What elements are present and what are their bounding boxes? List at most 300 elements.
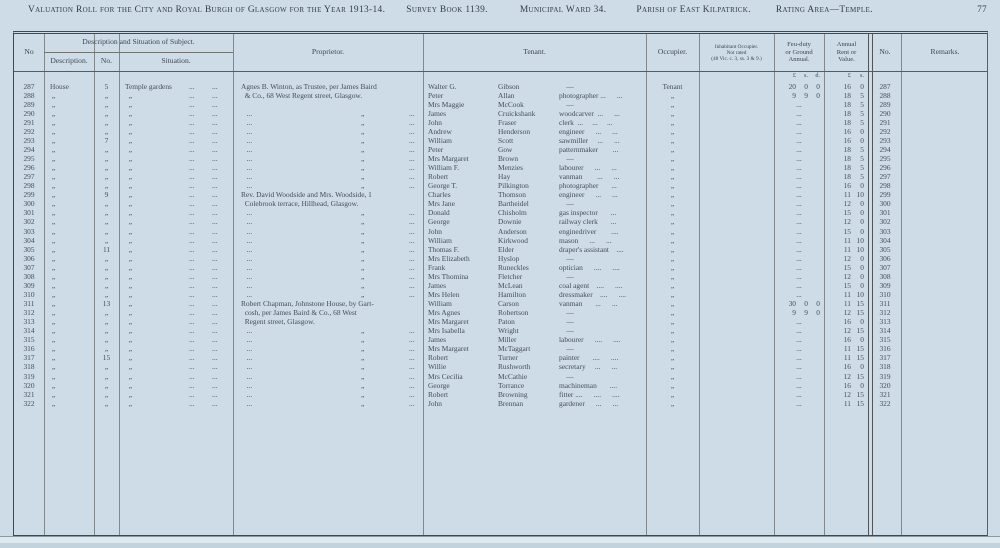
roll-number-left-cell: 299: [23, 190, 35, 200]
tenant-surname: Hamilton: [498, 289, 526, 299]
situation-text: „: [125, 90, 132, 100]
proprietor-ditto: „: [361, 244, 365, 254]
table-row: [14, 254, 989, 263]
tenant-occupation: secretary ... ...: [559, 362, 618, 372]
rent-amount: [824, 335, 864, 344]
rent-amount: [824, 399, 864, 408]
rent-amount: [824, 362, 864, 371]
occupier-cell: „: [670, 398, 675, 408]
situation-dots-2: ...: [212, 335, 218, 345]
proprietor-text: ...: [241, 353, 253, 363]
proprietor-dots: ...: [409, 326, 415, 336]
rent-amount: [824, 254, 864, 263]
header-inhabitant-occupier: [699, 34, 774, 71]
situation-dots-2: ...: [212, 190, 218, 200]
situation-dots-2: ...: [212, 117, 218, 127]
rent-shillings: 0: [860, 208, 864, 218]
feu-line1: Feu-duty: [787, 41, 811, 49]
proprietor-text: ...: [241, 208, 253, 218]
tenant-surname: Rushworth: [498, 362, 531, 372]
rent-pound-unit: £: [847, 72, 851, 79]
tenant-occupation: —: [559, 317, 574, 327]
situation-dots-2: ...: [212, 99, 218, 109]
situation-text: „: [125, 235, 132, 245]
tenant-first-name: Willie: [428, 362, 447, 372]
currency-units-row: [14, 72, 987, 81]
situation-dots-1: ...: [189, 117, 195, 127]
proprietor-dots: ...: [409, 362, 415, 372]
inhabitant-line1: Inhabitant Occupier.: [714, 43, 759, 50]
situation-text: „: [125, 199, 132, 209]
document-title: Valuation Roll for the City and Royal Burgh of Glasgow for the Year 1913-14.: [28, 5, 386, 15]
rent-pounds: 16: [843, 335, 851, 345]
tenant-surname: Henderson: [498, 126, 531, 136]
table-header: [14, 34, 987, 72]
situation-dots-1: ...: [189, 235, 195, 245]
proprietor-ditto: „: [361, 226, 365, 236]
roll-number-left-cell: 298: [23, 181, 35, 191]
rent-shillings: 0: [860, 380, 864, 390]
table-row: [14, 163, 989, 172]
feu-dots: ...: [796, 135, 802, 145]
tenant-occupation: labourer ... ...: [559, 163, 617, 173]
tenant-occupation: coal agent .... ....: [559, 280, 623, 290]
tenant-occupation: gas inspector ...: [559, 208, 617, 218]
rent-pounds: 11: [843, 353, 851, 363]
inhabitant-occupier-cell: [699, 399, 774, 444]
rent-amount: [824, 154, 864, 163]
situation-dots-2: ...: [212, 262, 218, 272]
proprietor-ditto: „: [361, 163, 365, 173]
tenant-surname: Menzies: [498, 163, 524, 173]
rent-amount: [824, 127, 864, 136]
tenant-first-name: Mrs Margaret: [428, 317, 469, 327]
feu-dots: ...: [796, 271, 802, 281]
feu-shilling-unit: s.: [804, 72, 808, 79]
rent-pounds: 18: [843, 99, 851, 109]
tenant-surname: McTaggart: [498, 344, 531, 354]
proprietor-dots: ...: [409, 262, 415, 272]
occupier-cell: „: [670, 108, 675, 118]
rent-pounds: 12: [843, 199, 851, 209]
situation-dots-2: ...: [212, 326, 218, 336]
situation-dots-2: ...: [212, 235, 218, 245]
proprietor-text: cosh, per James Baird & Co., 68 West: [241, 308, 357, 318]
roll-number-right-cell: 292: [879, 126, 891, 136]
occupier-cell: „: [670, 289, 675, 299]
rent-shillings: 15: [856, 308, 864, 318]
occupier-cell: „: [670, 117, 675, 127]
table-row: [14, 181, 989, 190]
proprietor-ditto: „: [361, 235, 365, 245]
proprietor-dots: ...: [409, 235, 415, 245]
description-cell: „: [50, 299, 56, 308]
description-cell: „: [50, 117, 56, 127]
tenant-first-name: Mrs Jane: [428, 199, 455, 209]
roll-number-right-cell: 303: [879, 226, 891, 236]
rent-pounds: 18: [843, 108, 851, 118]
tenant-first-name: Thomas F.: [428, 244, 460, 254]
tenant-surname: Allan: [498, 90, 515, 100]
proprietor-dots: ...: [409, 208, 415, 218]
header-street-no: No.: [100, 56, 113, 66]
occupier-cell: „: [670, 226, 675, 236]
proprietor-text: ...: [241, 326, 253, 336]
street-number-cell: „: [104, 371, 109, 381]
street-number-cell: „: [104, 154, 109, 163]
rent-pounds: 18: [843, 90, 851, 100]
table-row: [14, 136, 989, 145]
situation-text: „: [125, 280, 132, 290]
tenant-first-name: Mrs Margaret: [428, 344, 469, 354]
table-row: [14, 281, 989, 290]
feu-line2: or Ground: [785, 48, 813, 56]
rent-line3: Value.: [838, 56, 855, 64]
rent-pounds: 16: [843, 126, 851, 136]
tenant-occupation: draper's assistant ....: [559, 244, 624, 254]
table-row: [14, 172, 989, 181]
street-number-cell: „: [104, 317, 109, 327]
rent-shillings: 0: [860, 362, 864, 372]
proprietor-ditto: „: [361, 344, 365, 354]
table-row: [14, 154, 989, 163]
rent-amount: [824, 317, 864, 326]
situation-text: „: [125, 371, 132, 381]
situation-dots-1: ...: [189, 90, 195, 100]
situation-text: Temple gardens: [125, 81, 172, 91]
situation-dots-2: ...: [212, 154, 218, 163]
rent-shillings: 15: [856, 299, 864, 308]
description-cell: „: [50, 280, 56, 290]
rent-amount: [824, 344, 864, 353]
table-body: [14, 82, 989, 408]
roll-number-right-cell: 288: [879, 90, 891, 100]
proprietor-text: ...: [241, 126, 253, 136]
occupier-cell: „: [670, 344, 675, 354]
street-number-cell: „: [104, 90, 109, 100]
rent-pounds: 18: [843, 154, 851, 163]
street-number-cell: 13: [102, 299, 111, 308]
tenant-occupation: gardener ... ...: [559, 398, 619, 408]
rent-pounds: 11: [843, 299, 851, 308]
tenant-occupation: sawmiller ... ...: [559, 135, 620, 145]
tenant-first-name: William: [428, 235, 452, 245]
proprietor-ditto: „: [361, 389, 365, 399]
header-tenant: Tenant.: [523, 47, 546, 57]
rent-pounds: 16: [843, 362, 851, 372]
occupier-cell: „: [670, 380, 675, 390]
tenant-occupation: vanman ... ...: [559, 299, 618, 308]
tenant-occupation: —: [559, 99, 574, 109]
situation-dots-1: ...: [189, 217, 195, 227]
tenant-surname: Paton: [498, 317, 515, 327]
description-cell: „: [50, 398, 56, 408]
rent-amount: [824, 245, 864, 254]
roll-number-right-cell: 290: [879, 108, 891, 118]
occupier-cell: „: [670, 181, 675, 191]
description-cell: „: [50, 163, 56, 173]
tenant-first-name: John: [428, 226, 442, 236]
rent-shillings: 10: [856, 289, 864, 299]
roll-number-right-cell: 299: [879, 190, 891, 200]
description-cell: „: [50, 154, 56, 163]
rent-pounds: 16: [843, 317, 851, 327]
proprietor-ditto: „: [361, 326, 365, 336]
tenant-first-name: Mrs Thomina: [428, 271, 469, 281]
proprietor-ditto: „: [361, 208, 365, 218]
proprietor-dots: ...: [409, 398, 415, 408]
rent-shillings: 5: [860, 144, 864, 154]
rating-area-label: Rating Area—Temple.: [775, 5, 873, 15]
header-occupier: Occupier.: [657, 47, 688, 57]
situation-text: „: [125, 353, 132, 363]
roll-number-right-cell: 314: [879, 326, 891, 336]
feu-amount: [774, 308, 820, 317]
feu-shillings: 9: [804, 308, 808, 318]
situation-text: „: [125, 99, 132, 109]
situation-dots-1: ...: [189, 317, 195, 327]
tenant-surname: Anderson: [498, 226, 527, 236]
table-row: [14, 109, 989, 118]
tenant-surname: Kirkwood: [498, 235, 528, 245]
description-cell: „: [50, 126, 56, 136]
rent-amount: [824, 227, 864, 236]
situation-text: „: [125, 172, 132, 182]
proprietor-text: ...: [241, 344, 253, 354]
table-row: [14, 399, 989, 408]
table-row: [14, 290, 989, 299]
feu-dots: ...: [796, 344, 802, 354]
proprietor-ditto: „: [361, 135, 365, 145]
feu-dots: ...: [796, 253, 802, 263]
proprietor-dots: ...: [409, 271, 415, 281]
rent-shillings: 5: [860, 90, 864, 100]
tenant-surname: Carson: [498, 299, 519, 308]
situation-dots-1: ...: [189, 271, 195, 281]
street-number-cell: „: [104, 181, 109, 191]
street-number-cell: „: [104, 163, 109, 173]
rent-shillings: 0: [860, 81, 864, 91]
rent-pounds: 15: [843, 280, 851, 290]
tenant-surname: Gow: [498, 144, 513, 154]
tenant-first-name: Mrs Elizabeth: [428, 253, 470, 263]
tenant-first-name: William: [428, 135, 452, 145]
tenant-occupation: engineer ... ...: [559, 190, 618, 200]
tenant-first-name: John: [428, 117, 442, 127]
rent-amount: [824, 181, 864, 190]
proprietor-text: ...: [241, 244, 253, 254]
roll-number-left-cell: 319: [23, 371, 35, 381]
situation-text: „: [125, 253, 132, 263]
occupier-cell: „: [670, 190, 675, 200]
proprietor-ditto: „: [361, 172, 365, 182]
table-row: [14, 208, 989, 217]
table-row: [14, 372, 989, 381]
feu-dots: ...: [796, 99, 802, 109]
tenant-first-name: William: [428, 299, 452, 308]
situation-dots-1: ...: [189, 126, 195, 136]
situation-dots-1: ...: [189, 289, 195, 299]
remarks-cell: [901, 399, 989, 444]
rent-amount: [824, 217, 864, 226]
street-number-cell: „: [104, 117, 109, 127]
feu-dots: ...: [796, 289, 802, 299]
situation-text: „: [125, 344, 132, 354]
proprietor-ditto: „: [361, 117, 365, 127]
rent-pounds: 18: [843, 144, 851, 154]
rent-pounds: 16: [843, 135, 851, 145]
tenant-surname: Robertson: [498, 308, 529, 318]
rent-amount: [824, 390, 864, 399]
occupier-cell: „: [670, 371, 675, 381]
proprietor-text: ...: [241, 163, 253, 173]
tenant-surname: Scott: [498, 135, 514, 145]
tenant-first-name: Peter: [428, 144, 444, 154]
feu-dots: ...: [796, 199, 802, 209]
proprietor-text: ...: [241, 380, 253, 390]
situation-dots-2: ...: [212, 244, 218, 254]
header-feu-duty: [774, 34, 824, 71]
roll-number-right-cell: 306: [879, 253, 891, 263]
description-cell: „: [50, 181, 56, 191]
rent-shillings: 10: [856, 235, 864, 245]
street-number-cell: „: [104, 271, 109, 281]
proprietor-dots: ...: [409, 289, 415, 299]
proprietor-dots: ...: [409, 371, 415, 381]
proprietor-ditto: „: [361, 271, 365, 281]
tenant-occupation: engineer ... ...: [559, 126, 618, 136]
proprietor-dots: ...: [409, 217, 415, 227]
feu-pounds: 20: [788, 81, 796, 91]
tenant-first-name: Mrs Cecilia: [428, 371, 463, 381]
proprietor-dots: ...: [409, 172, 415, 182]
roll-number-right-cell: 312: [879, 308, 891, 318]
occupier-cell: „: [670, 154, 675, 163]
tenant-first-name: Mrs Maggie: [428, 99, 465, 109]
street-number-cell: „: [104, 99, 109, 109]
tenant-occupation: —: [559, 81, 574, 91]
proprietor-ditto: „: [361, 398, 365, 408]
feu-dots: ...: [796, 126, 802, 136]
tenant-occupation: clerk ... ... ...: [559, 117, 613, 127]
description-cell: „: [50, 380, 56, 390]
rent-shillings: 15: [856, 344, 864, 354]
feu-dots: ...: [796, 398, 802, 408]
proprietor-text: ...: [241, 135, 253, 145]
occupier-cell: „: [670, 208, 675, 218]
rent-pounds: 18: [843, 117, 851, 127]
feu-pence: 0: [816, 308, 820, 318]
proprietor-ditto: „: [361, 380, 365, 390]
rent-pounds: 12: [843, 253, 851, 263]
roll-number-left-cell: 322: [23, 398, 35, 408]
tenant-surname: Brennan: [498, 398, 524, 408]
situation-dots-1: ...: [189, 353, 195, 363]
proprietor-ditto: „: [361, 353, 365, 363]
description-cell: „: [50, 308, 56, 318]
tenant-occupation: —: [559, 154, 574, 163]
table-row: [14, 344, 989, 353]
tenant-first-name: George: [428, 380, 450, 390]
situation-dots-1: ...: [189, 172, 195, 182]
rent-shillings: 0: [860, 181, 864, 191]
feu-dots: ...: [796, 235, 802, 245]
rent-amount: [824, 109, 864, 118]
proprietor-dots: ...: [409, 389, 415, 399]
situation-dots-2: ...: [212, 217, 218, 227]
proprietor-ditto: „: [361, 262, 365, 272]
situation-dots-1: ...: [189, 163, 195, 173]
street-number-cell: 7: [104, 135, 109, 145]
proprietor-ditto: „: [361, 144, 365, 154]
inhabitant-line3: (48 Vic. c. 3, ss. 3 & 9.): [711, 55, 762, 62]
tenant-occupation: machineman ....: [559, 380, 618, 390]
situation-dots-2: ...: [212, 398, 218, 408]
feu-pence: 0: [816, 90, 820, 100]
situation-text: „: [125, 308, 132, 318]
rent-pounds: 16: [843, 181, 851, 191]
tenant-occupation: woodcarver ... ...: [559, 108, 620, 118]
feu-dots: ...: [796, 154, 802, 163]
table-row: [14, 190, 989, 199]
tenant-first-name: Robert: [428, 353, 449, 363]
rent-shillings: 10: [856, 190, 864, 200]
rent-shillings: 10: [856, 244, 864, 254]
feu-pence-unit: d.: [815, 72, 820, 79]
tenant-first-name: James: [428, 280, 447, 290]
rent-shillings: 0: [860, 199, 864, 209]
description-cell: „: [50, 99, 56, 109]
occupier-cell: „: [670, 389, 675, 399]
rent-pounds: 12: [843, 389, 851, 399]
situation-dots-1: ...: [189, 190, 195, 200]
roll-number-right-cell: 291: [879, 117, 891, 127]
tenant-occupation: vanman ... ...: [559, 172, 620, 182]
rent-pounds: 15: [843, 262, 851, 272]
roll-number-left-cell: 315: [23, 335, 35, 345]
roll-number-right-cell: 304: [879, 235, 891, 245]
tenant-first-name: Robert: [428, 389, 449, 399]
tenant-surname: Browning: [498, 389, 528, 399]
situation-dots-2: ...: [212, 163, 218, 173]
roll-number-left-cell: 310: [23, 289, 35, 299]
rent-amount: [824, 82, 864, 91]
roll-number-right-cell: 307: [879, 262, 891, 272]
occupier-cell: „: [670, 280, 675, 290]
tenant-surname: Brown: [498, 154, 519, 163]
roll-number-left-cell: 317: [23, 353, 35, 363]
proprietor-ditto: „: [361, 253, 365, 263]
rent-pounds: 15: [843, 208, 851, 218]
situation-text: „: [125, 326, 132, 336]
rent-shillings: 0: [860, 335, 864, 345]
municipal-ward-label: Municipal Ward 34.: [519, 5, 607, 15]
tenant-surname: Gibson: [498, 81, 520, 91]
rent-pounds: 16: [843, 380, 851, 390]
occupier-cell: „: [670, 244, 675, 254]
proprietor-text: Regent street, Glasgow.: [241, 317, 315, 327]
rent-shillings: 5: [860, 99, 864, 109]
street-number-cell: „: [104, 144, 109, 154]
roll-number-left-cell: 290: [23, 108, 35, 118]
roll-number-right-cell: 315: [879, 335, 891, 345]
feu-amount: [774, 299, 820, 308]
tenant-occupation: —: [559, 344, 574, 354]
header-description-situation-group: Description and Situation of Subject.: [82, 37, 195, 47]
tenant-surname: Turner: [498, 353, 518, 363]
roll-number-right-cell: 318: [879, 362, 891, 372]
tenant-surname: Downie: [498, 217, 522, 227]
